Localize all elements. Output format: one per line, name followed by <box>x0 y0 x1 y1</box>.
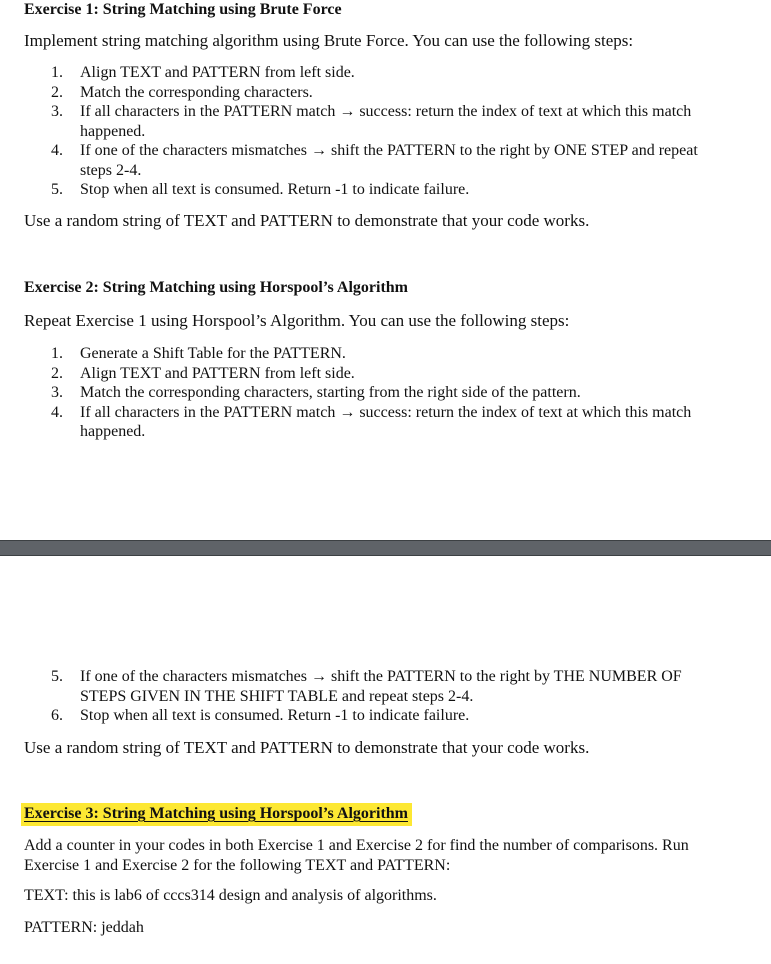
list-number: 1. <box>51 64 63 81</box>
list-text: If all characters in the PATTERN match → success: return the index of text at which this match happened. <box>80 103 692 140</box>
list-text: If one of the characters mismatches → shift the PATTERN to the right by THE NUMBER OF STEPS GIVEN IN THE SHIFT TABLE and repeat steps 2-4. <box>80 668 682 705</box>
list-item <box>0 383 771 403</box>
exercise-3-pattern-line: PATTERN: jeddah <box>24 919 144 936</box>
exercise-2-outro: Use a random string of TEXT and PATTERN to demonstrate that your code works. <box>24 738 590 757</box>
exercise-1-outro: Use a random string of TEXT and PATTERN to demonstrate that your code works. <box>24 211 590 230</box>
list-item <box>0 364 771 384</box>
exercise-3-text-line: TEXT: this is lab6 of cccs314 design and analysis of algorithms. <box>24 887 437 904</box>
list-text: Match the corresponding characters, starting from the right side of the pattern. <box>80 384 581 401</box>
list-text: Stop when all text is consumed. Return -1 to indicate failure. <box>80 707 470 724</box>
list-number: 1. <box>51 345 63 362</box>
list-item <box>0 63 771 83</box>
list-item <box>0 403 771 442</box>
list-item <box>0 83 771 103</box>
exercise-2-heading: Exercise 2: String Matching using Horspool’s Algorithm <box>24 279 408 296</box>
document-page-2 <box>0 556 771 964</box>
page-separator <box>0 540 771 556</box>
exercise-2-intro: Repeat Exercise 1 using Horspool’s Algorithm. You can use the following steps: <box>24 311 570 330</box>
highlighted-heading: Exercise 3: String Matching using Horspool’s Algorithm <box>21 803 412 826</box>
list-text: Stop when all text is consumed. Return -1 to indicate failure. <box>80 181 470 198</box>
list-item <box>0 180 771 200</box>
exercise-1-intro: Implement string matching algorithm using Brute Force. You can use the following steps: <box>24 31 634 50</box>
list-text: Align TEXT and PATTERN from left side. <box>80 64 355 81</box>
list-item <box>0 344 771 364</box>
list-number: 3. <box>51 103 63 120</box>
list-item <box>0 141 771 180</box>
list-number: 6. <box>51 707 63 724</box>
list-number: 3. <box>51 384 63 401</box>
exercise-3-heading <box>24 804 412 823</box>
exercise-3-body: Add a counter in your codes in both Exercise 1 and Exercise 2 for find the number of comparisons. Run Exercise 1 and Exercise 2 for the following TEXT and PATTERN: <box>24 837 689 874</box>
list-number: 4. <box>51 142 63 159</box>
list-item <box>0 706 771 726</box>
list-text: If one of the characters mismatches → shift the PATTERN to the right by ONE STEP and repeat steps 2-4. <box>80 142 698 179</box>
exercise-2-steps <box>0 344 771 442</box>
list-number: 2. <box>51 83 63 101</box>
list-number: 4. <box>51 403 63 421</box>
exercise-1-heading: Exercise 1: String Matching using Brute Force <box>24 1 342 18</box>
list-text: Match the corresponding characters. <box>80 83 313 101</box>
list-text: If all characters in the PATTERN match → success: return the index of text at which this match happened. <box>80 403 692 440</box>
list-text: Align TEXT and PATTERN from left side. <box>80 364 355 382</box>
list-number: 5. <box>51 668 63 685</box>
list-number: 2. <box>51 364 63 382</box>
exercise-2-steps-continued <box>0 667 771 726</box>
list-item <box>0 102 771 141</box>
list-item <box>0 667 771 706</box>
list-text: Generate a Shift Table for the PATTERN. <box>80 345 346 362</box>
exercise-1-steps <box>0 63 771 200</box>
list-number: 5. <box>51 181 63 198</box>
